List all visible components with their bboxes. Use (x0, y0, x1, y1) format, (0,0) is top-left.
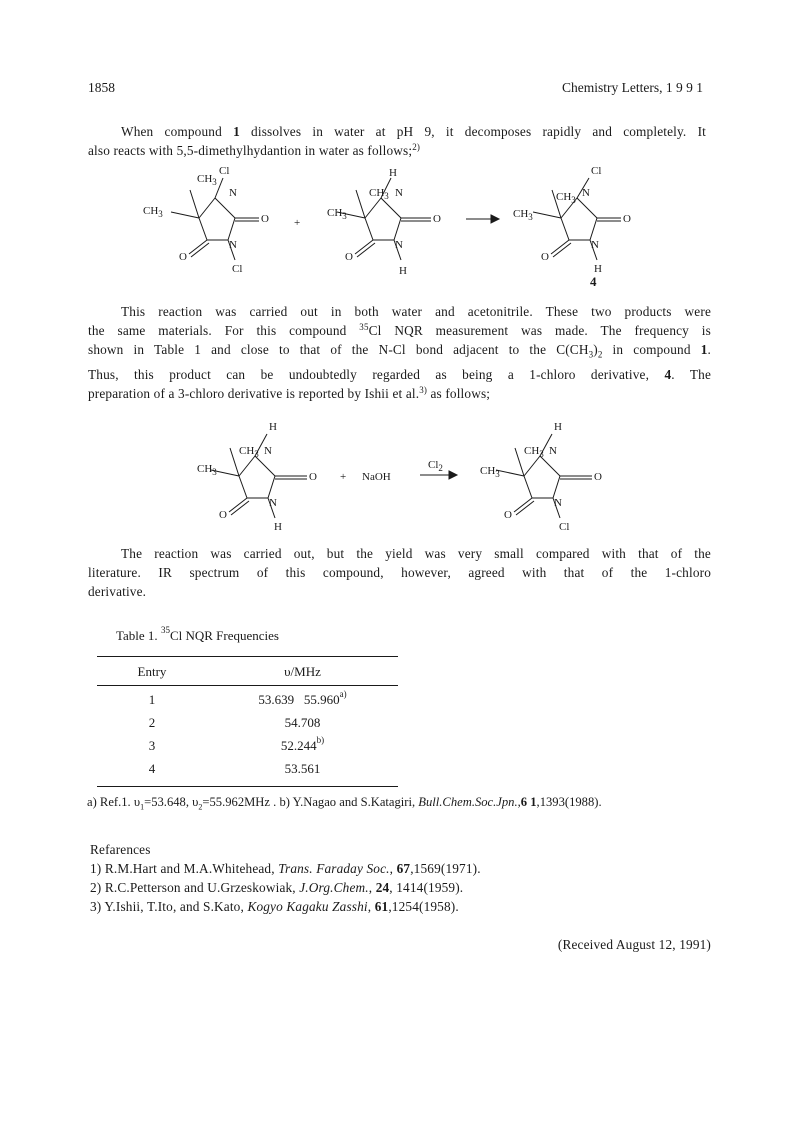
n1-label: N (549, 445, 557, 457)
paragraph-2 (88, 302, 711, 403)
reaction-arrow (466, 215, 499, 223)
n1-label: N (582, 187, 590, 199)
n1-substituent: Cl (219, 165, 230, 177)
journal-running-head: Chemistry Letters, 1 9 9 1 (562, 80, 703, 95)
molecule-dimethylhydantoin (197, 421, 317, 533)
o-left-label: O (219, 509, 227, 521)
ref-mark-2: 2) (412, 142, 421, 152)
ch3-top-label: $CH_3$ (369, 187, 389, 201)
n3-substituent: Cl (232, 263, 243, 275)
o-right-label: O (309, 471, 317, 483)
reaction-scheme-1 (0, 160, 793, 290)
para2-line1: This reaction was carried out in both water and acetonitrile. These two products were (121, 304, 711, 319)
o-right-label: O (623, 213, 631, 225)
product-number-4: 4 (590, 274, 597, 289)
para2-line2: the same materials. For this compound $^{35}$Cl NQR measurement was made. The frequency is (88, 322, 711, 338)
para3-line2: literature. IR spectrum of this compound, however, agreed with that of the 1-chloro (88, 565, 711, 580)
ch3-top-label: $CH_3$ (197, 173, 217, 187)
page-number: 1858 (88, 80, 115, 95)
o-left-label: O (345, 251, 353, 263)
molecule-dichlorohydantoin (143, 165, 269, 275)
col-frequency: υ/MHz (284, 664, 321, 679)
ch3-left-label: $CH_3$ (513, 208, 533, 222)
ch3-top-label: $CH_3$ (524, 445, 544, 459)
para2-line3: shown in Table 1 and close to that of the N-Cl bond adjacent to the $C(CH_3)_2$ in compound 1. (88, 342, 711, 360)
n1-label: N (264, 445, 272, 457)
ch3-left-label: $CH_3$ (197, 463, 217, 477)
ch3-left-label: $CH_3$ (327, 207, 347, 221)
reference-item: 3) Y.Ishii, T.Ito, and S.Kato, Kogyo Kagaku Zasshi, 61,1254(1958). (90, 899, 459, 914)
reference-item: 2) R.C.Petterson and U.Grzeskowiak, J.Org.Chem., 24, 1414(1959). (90, 880, 464, 895)
table-1-body (97, 688, 398, 780)
naoh-reagent: NaOH (362, 471, 391, 483)
o-left-label: O (504, 509, 512, 521)
table-row: 3 52.244$^{b)}$ (148, 735, 325, 753)
o-right-label: O (433, 213, 441, 225)
n1-substituent: H (554, 421, 562, 433)
reference-item: 1) R.M.Hart and M.A.Whitehead, Trans. Faraday Soc., 67,1569(1971). (90, 861, 481, 876)
ch3-left-label: $CH_3$ (480, 465, 500, 479)
n1-substituent: Cl (591, 165, 602, 177)
para3-line1: The reaction was carried out, but the yield was very small compared with that of the (121, 546, 711, 561)
o-right-label: O (594, 471, 602, 483)
o-right-label: O (261, 213, 269, 225)
plus-sign: + (294, 217, 301, 229)
n1-substituent: H (389, 167, 397, 179)
table-1 (97, 661, 398, 683)
molecule-3-chloro-derivative (480, 421, 602, 533)
para3-line3: derivative. (88, 584, 147, 599)
molecule-product-4 (513, 165, 631, 275)
ch3-top-label: $CH_3$ (239, 445, 259, 459)
reaction-arrow (420, 459, 457, 479)
table-row: 1 53.639 55.960$^{a)}$ (148, 688, 347, 707)
n3-substituent: H (594, 263, 602, 275)
n3-substituent: Cl (559, 521, 570, 533)
para2-line4: Thus, this product can be undoubtedly regarded as being a 1-chloro derivative, 4. The (88, 366, 711, 382)
n3-label: N (229, 239, 237, 251)
table-header-row (97, 661, 398, 683)
n1-label: N (395, 187, 403, 199)
n3-substituent: H (274, 521, 282, 533)
ch3-top-label: $CH_3$ (556, 191, 576, 205)
n1-substituent: H (269, 421, 277, 433)
n3-label: N (269, 497, 277, 509)
paragraph-1 (88, 122, 706, 160)
table-header-rule (97, 685, 398, 686)
table-bottom-rule (97, 786, 398, 787)
molecule-dimethylhydantoin (327, 167, 441, 277)
plus-sign: + (340, 471, 347, 483)
received-date: (Received August 12, 1991) (557, 937, 711, 952)
n3-label: N (554, 497, 562, 509)
table-footnote: a) Ref.1. $\upsilon_1=53.648$, $\upsilon_2=55.962MHz$ . b) Y.Nagao and S.Katagiri, Bull.Chem.Soc.Jpn.,6 1,1393(1988). (87, 795, 602, 812)
table-row: 2 54.708 (148, 714, 321, 730)
n1-label: N (229, 187, 237, 199)
ref-mark-3: 3) (419, 384, 428, 395)
n3-label: N (395, 239, 403, 251)
table-1-caption: Table 1. $^{35}$Cl NQR Frequencies (116, 625, 279, 643)
references (90, 840, 481, 916)
paragraph-3 (88, 544, 711, 601)
table-top-rule (97, 656, 398, 657)
ch3-left-label: $CH_3$ (143, 205, 163, 219)
col-entry: Entry (137, 664, 167, 679)
n3-substituent: H (399, 265, 407, 277)
arrow-reagent-label: $Cl_2$ (428, 459, 443, 473)
references-heading: Refarences (90, 842, 151, 857)
para1-line1: When compound 1 dissolves in water at pH 9, it decomposes rapidly and completely. It (121, 124, 706, 139)
o-left-label: O (179, 251, 187, 263)
para1-line2: also reacts with 5,5-dimethylhydantion in water as follows;$^{2)}$ (88, 142, 421, 158)
para2-line5: preparation of a 3-chloro derivative is reported by Ishii et al.$^{3)}$ as follows; (88, 384, 491, 401)
n3-label: N (591, 239, 599, 251)
o-left-label: O (541, 251, 549, 263)
reaction-scheme-2 (0, 412, 793, 537)
table-row: 4 53.561 (148, 761, 321, 776)
